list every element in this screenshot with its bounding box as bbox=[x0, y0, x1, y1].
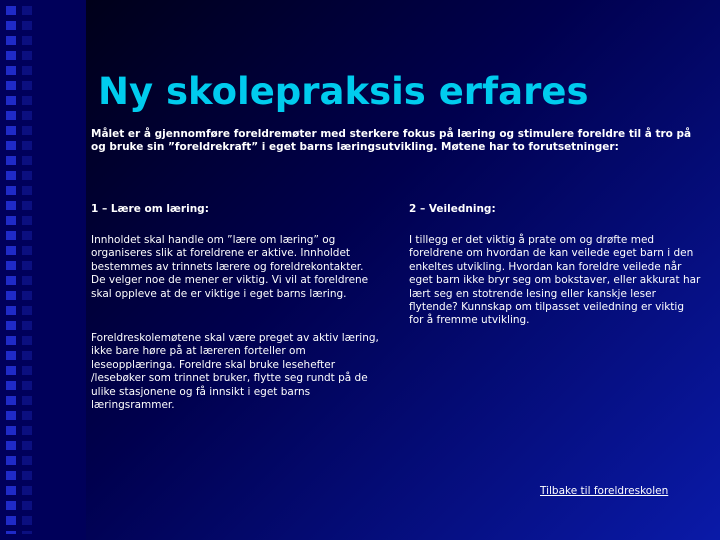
intro-text: Målet er å gjennomføre foreldremøter med sterkere fokus på læring og stimulere foreldre til å tro på og bruke sin ”foreldrekraft” i eget barns læringsutvikling. Møtene har to forutsetninger: bbox=[91, 128, 692, 154]
section1-heading: 1 – Lære om læring: bbox=[91, 203, 209, 215]
section2-paragraph: I tillegg er det viktig å prate om og drøfte med foreldrene om hvordan de kan veilede eget barn i den enkeltes utvikling. Hvordan kan foreldre veilede når eget barn ikke bryr seg om bokstaver, eller akkurat har lært seg en stotrende lesing eller kanskje leser flytende? Kunnskap om tilpasset veiledning er viktig for å fremme utvikling. bbox=[409, 234, 701, 327]
slide-title: Ny skolepraksis erfares bbox=[98, 70, 589, 113]
section1-paragraph: Innholdet skal handle om ”lære om læring” og organiseres slik at foreldrene er aktive. Innholdet bestemmes av trinnets lærere og foreldrekontakter. De velger noe de mener er viktig. Vi vil at foreldrene skal oppleve at de er viktige i eget barns læring. bbox=[91, 234, 369, 300]
section2-heading: 2 – Veiledning: bbox=[409, 203, 496, 215]
decorative-square-column-faded bbox=[22, 6, 32, 534]
section1-paragraph-2: Foreldreskolemøtene skal være preget av aktiv læring, ikke bare høre på at læreren forteller om leseopplæringa. Foreldre skal bruke lesehefter /lesebøker som trinnet bruker, flytte seg rundt på de ulike stasjonene og få innsikt i eget barns læringsrammer. bbox=[91, 332, 379, 412]
back-link[interactable]: Tilbake til foreldreskolen bbox=[540, 485, 669, 497]
decorative-left-strip bbox=[0, 0, 86, 540]
decorative-square-column bbox=[6, 6, 16, 534]
